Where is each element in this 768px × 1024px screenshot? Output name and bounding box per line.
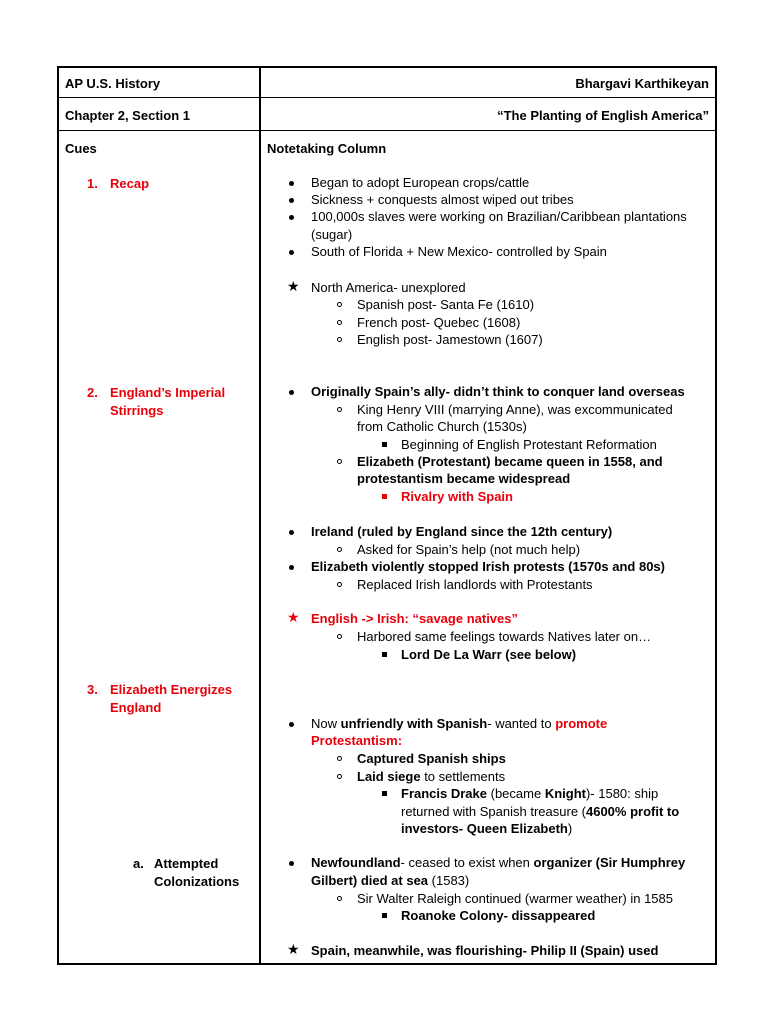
cue-elizabeth-line2: England	[110, 700, 162, 715]
cue-england-line1: England’s Imperial	[110, 385, 226, 400]
cue-number: 1.	[87, 176, 98, 191]
cue-number: 2.	[87, 385, 98, 400]
note-line: Originally Spain’s ally- didn’t think to conquer land overseas	[311, 384, 685, 399]
cue-elizabeth-line1: Elizabeth Energizes	[110, 682, 233, 697]
bullet-circle	[337, 547, 342, 552]
note-line: (sugar)	[311, 227, 353, 242]
note-line: Captured Spanish ships	[357, 751, 506, 766]
note-line: Sickness + conquests almost wiped out tribes	[311, 192, 574, 207]
bullet-circle	[337, 756, 342, 761]
note-line: North America- unexplored	[311, 280, 466, 295]
cue-colonizations-line1: Attempted	[154, 856, 219, 871]
bullet-circle	[337, 774, 342, 779]
bullet-circle	[337, 582, 342, 587]
cues-header: Cues	[65, 141, 97, 156]
cue-colonizations-line2: Colonizations	[154, 874, 240, 889]
bullet-square	[382, 494, 387, 499]
bullet-circle	[337, 337, 342, 342]
note-line: Began to adopt European crops/cattle	[311, 175, 530, 190]
note-line: 100,000s slaves were working on Brazilian/Caribbean plantations	[311, 209, 687, 224]
star-bullet-icon: ★	[287, 278, 300, 294]
bullet-square	[382, 442, 387, 447]
note-line: Laid siege to settlements	[357, 769, 506, 784]
bullet-square	[382, 913, 387, 918]
note-line: Beginning of English Protestant Reformation	[401, 437, 657, 452]
cue-number: 3.	[87, 682, 98, 697]
notes-header: Notetaking Column	[267, 141, 387, 156]
note-line: Roanoke Colony- dissappeared	[401, 908, 596, 923]
note-line: Gilbert) died at sea (1583)	[311, 873, 470, 888]
bullet-square	[382, 791, 387, 796]
chapter-label: Chapter 2, Section 1	[65, 108, 190, 123]
note-line: Francis Drake (became Knight)- 1580: ship	[401, 786, 659, 801]
note-line: investors- Queen Elizabeth)	[401, 821, 573, 836]
bullet-dot	[289, 861, 294, 866]
bullet-dot	[289, 181, 294, 186]
note-line: from Catholic Church (1530s)	[357, 419, 527, 434]
note-line: Replaced Irish landlords with Protestants	[357, 577, 593, 592]
note-line: returned with Spanish treasure (4600% profit to	[401, 804, 680, 819]
bullet-circle	[337, 407, 342, 412]
row-divider	[59, 130, 715, 131]
cue-recap: Recap	[110, 176, 150, 191]
course-name: AP U.S. History	[65, 76, 161, 91]
note-line: Sir Walter Raleigh continued (warmer weather) in 1585	[357, 891, 673, 906]
star-bullet-icon: ★	[287, 609, 300, 625]
bullet-dot	[289, 390, 294, 395]
cue-number: a.	[133, 856, 144, 871]
note-line: French post- Quebec (1608)	[357, 315, 521, 330]
note-line: South of Florida + New Mexico- controlled by Spain	[311, 244, 607, 259]
bullet-dot	[289, 198, 294, 203]
column-divider	[259, 68, 261, 963]
bullet-circle	[337, 634, 342, 639]
note-line: Now unfriendly with Spanish- wanted to promote	[311, 716, 608, 731]
note-line: Harbored same feelings towards Natives later on…	[357, 629, 652, 644]
note-line: Asked for Spain’s help (not much help)	[357, 542, 581, 557]
bullet-dot	[289, 722, 294, 727]
note-line: Elizabeth violently stopped Irish protests (1570s and 80s)	[311, 559, 665, 574]
bullet-dot	[289, 215, 294, 220]
note-line: Spain, meanwhile, was flourishing- Philip II (Spain) used	[311, 943, 659, 958]
star-bullet-icon: ★	[287, 941, 300, 957]
cue-england-line2: Stirrings	[110, 403, 164, 418]
note-line: Protestantism:	[311, 733, 403, 748]
author-name: Bhargavi Karthikeyan	[575, 76, 709, 91]
bullet-square	[382, 652, 387, 657]
row-divider	[59, 97, 715, 98]
notes-table	[57, 66, 717, 965]
note-line: King Henry VIII (marrying Anne), was excommunicated	[357, 402, 673, 417]
bullet-dot	[289, 530, 294, 535]
bullet-circle	[337, 320, 342, 325]
note-line: Spanish post- Santa Fe (1610)	[357, 297, 535, 312]
bullet-circle	[337, 896, 342, 901]
section-title: “The Planting of English America”	[497, 108, 709, 123]
note-line: Rivalry with Spain	[401, 489, 513, 504]
note-line: English -> Irish: “savage natives”	[311, 611, 518, 626]
note-line: English post- Jamestown (1607)	[357, 332, 543, 347]
note-line: Newfoundland- ceased to exist when organizer (Sir Humphrey	[311, 855, 686, 870]
bullet-dot	[289, 565, 294, 570]
bullet-circle	[337, 459, 342, 464]
bullet-dot	[289, 250, 294, 255]
bullet-circle	[337, 302, 342, 307]
note-line: Ireland (ruled by England since the 12th century)	[311, 524, 613, 539]
note-line: Elizabeth (Protestant) became queen in 1558, and	[357, 454, 663, 469]
note-line: Lord De La Warr (see below)	[401, 647, 577, 662]
note-line: protestantism became widespread	[357, 471, 571, 486]
